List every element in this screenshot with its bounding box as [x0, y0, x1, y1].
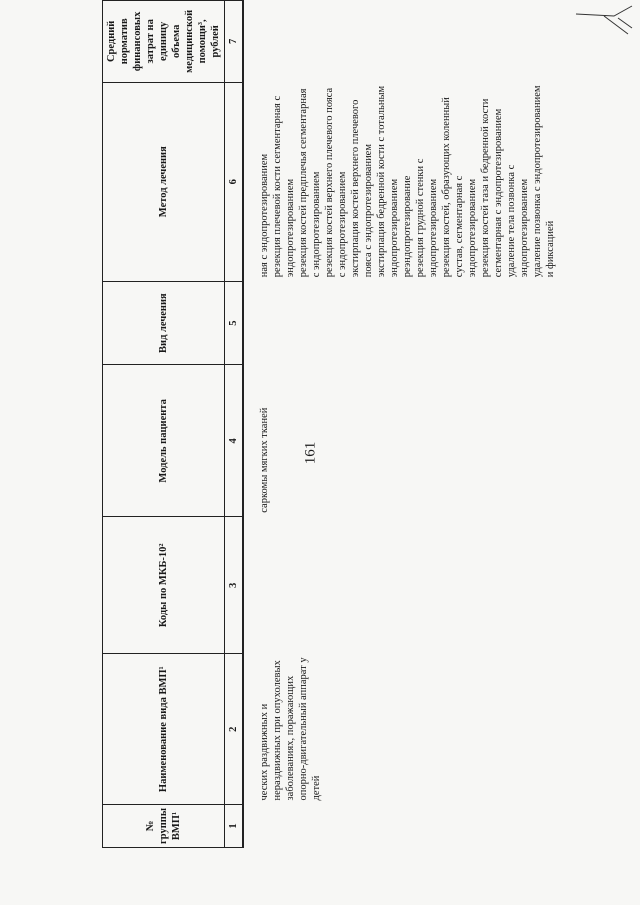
treatment-method-item: резекция костей, образующих коленный сустав, сегментарная с эндопротезированием — [441, 97, 479, 278]
page-number: 161 — [302, 441, 319, 465]
column-number: 5 — [225, 281, 244, 365]
column-number: 6 — [225, 82, 244, 281]
header-vmp-name: Наименование вида ВМП¹ — [103, 654, 225, 805]
cell-patient-model: саркомы мягких тканей — [259, 407, 271, 513]
column-number: 1 — [225, 804, 244, 847]
column-number: 2 — [225, 654, 244, 805]
treatment-method-item: экстирпация бедренной кости с тотальным эндопротезированием — [376, 85, 401, 278]
header-group-number: № группы ВМП¹ — [103, 804, 225, 847]
header-treatment-type: Вид лечения — [103, 281, 225, 365]
treatment-method-item: резекция плечевой кости сегментарная с эндопротезированием — [272, 95, 297, 278]
treatment-method-item: удаление тела позвонка с эндопротезированием — [506, 164, 531, 278]
treatment-method-item: удаление позвонка с эндопротезированием и фиксацией — [532, 85, 557, 278]
cell-group-number — [243, 804, 558, 847]
treatment-method-item: ная с эндопротезированием — [259, 153, 271, 278]
header-average-cost: Средний норматив финансовых затрат на единицу объема медицинской помощи³, рублей — [103, 1, 225, 83]
header-treatment-method: Метод лечения — [103, 82, 225, 281]
cell-treatment-type — [243, 281, 558, 365]
table-row — [243, 1, 558, 848]
treatment-method-item: резекция грудной стенки с эндопротезированием — [415, 158, 440, 278]
treatment-method-item: экстирпация костей верхнего плечевого пояса с эндопротезированием — [350, 99, 375, 278]
table-header-row — [103, 1, 225, 848]
cell-vmp-name: ческих раздвижных и нераздвижных при опухолевых заболеваниях, поражающих опорно-двигательный аппарат у детей — [259, 657, 323, 801]
column-number-row — [225, 1, 244, 848]
treatment-method-item: резекция костей предплечья сегментарная с эндопротезированием — [298, 88, 323, 278]
column-number: 3 — [225, 517, 244, 654]
vmp-table — [102, 0, 558, 848]
header-icd-codes: Коды по МКБ-10² — [103, 517, 225, 654]
cell-average-cost — [243, 1, 558, 83]
header-patient-model: Модель пациента — [103, 365, 225, 517]
column-number: 4 — [225, 365, 244, 517]
treatment-method-item: резекция костей верхнего плечевого пояса с эндопротезированием — [324, 87, 349, 278]
cell-treatment-methods — [243, 82, 558, 281]
treatment-method-item: реэндопротезирование — [402, 175, 414, 278]
column-number: 7 — [225, 1, 244, 83]
treatment-method-item: резекция костей таза и бедренной кости сегментарная с эндопротезированием — [480, 98, 505, 278]
cell-icd-codes — [243, 517, 558, 654]
